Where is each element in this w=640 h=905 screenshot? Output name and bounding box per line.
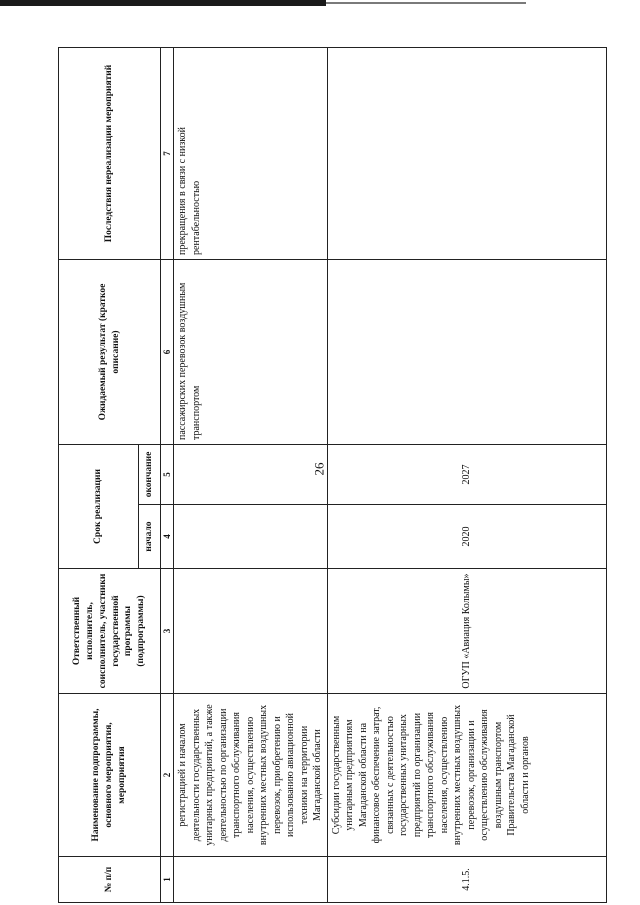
row2-name: Субсидии государственным унитарным предприятиям Магаданской области на финансовое обеспечение затрат, связанных с деятельностью государственных унитарных предприятий по организации транспортного обслуживания населения, осуществлению внутренних местных воздушных перевозок, организации и осуществлению обслуживания воздушным транспортом Правительства Магаданской области и органов [327, 694, 606, 857]
column-number: 3 [161, 569, 174, 694]
header-num: № п/п [59, 857, 161, 903]
row1-result: пассажирских перевозок воздушным транспортом [174, 260, 328, 445]
header-term-start: начало [139, 505, 161, 569]
row1-consequences: прекращения в связи с низкой рентабельностью [174, 48, 328, 260]
row1-start [174, 505, 328, 569]
row2-result [327, 260, 606, 445]
row1-name: регистрацией и началом деятельности государственных унитарных предприятий, а также деятельностью по организации транспортного обслуживания населения, осуществлению внутренних местных воздушных перевозок, приобретению и использованию авиационной техники на территории Магаданской области [174, 694, 328, 857]
row2-end: 2027 [327, 445, 606, 505]
header-executor: Ответственный исполнитель, соисполнитель, участники государственной программы (подпрограммы) [59, 569, 161, 694]
column-number: 1 [161, 857, 174, 903]
column-number: 4 [161, 505, 174, 569]
column-number: 2 [161, 694, 174, 857]
row2-consequences [327, 48, 606, 260]
table-row [174, 48, 328, 903]
column-number-row [161, 48, 174, 903]
header-term-end: окончание [139, 445, 161, 505]
column-number: 7 [161, 48, 174, 260]
header-term: Срок реализации [59, 445, 139, 569]
scan-edge-artifact [0, 0, 326, 6]
column-number: 6 [161, 260, 174, 445]
header-consequences: Последствия нереализации мероприятий [59, 48, 161, 260]
scan-edge-artifact-thin [326, 2, 526, 4]
header-row [59, 48, 139, 903]
table-sheet [58, 48, 607, 903]
program-activities-table [58, 47, 607, 903]
column-number: 5 [161, 445, 174, 505]
row2-start: 2020 [327, 505, 606, 569]
row1-executor [174, 569, 328, 694]
row2-num: 4.1.5. [327, 857, 606, 903]
row2-executor: ОГУП «Авиация Колымы» [327, 569, 606, 694]
header-result: Ожидаемый результат (краткое описание) [59, 260, 161, 445]
rotated-table-container [58, 48, 607, 903]
page-number: 26 [311, 462, 327, 476]
row1-num [174, 857, 328, 903]
row1-end [174, 445, 328, 505]
header-name: Наименование подпрограммы, основного мероприятия, мероприятия [59, 694, 161, 857]
table-row [327, 48, 606, 903]
